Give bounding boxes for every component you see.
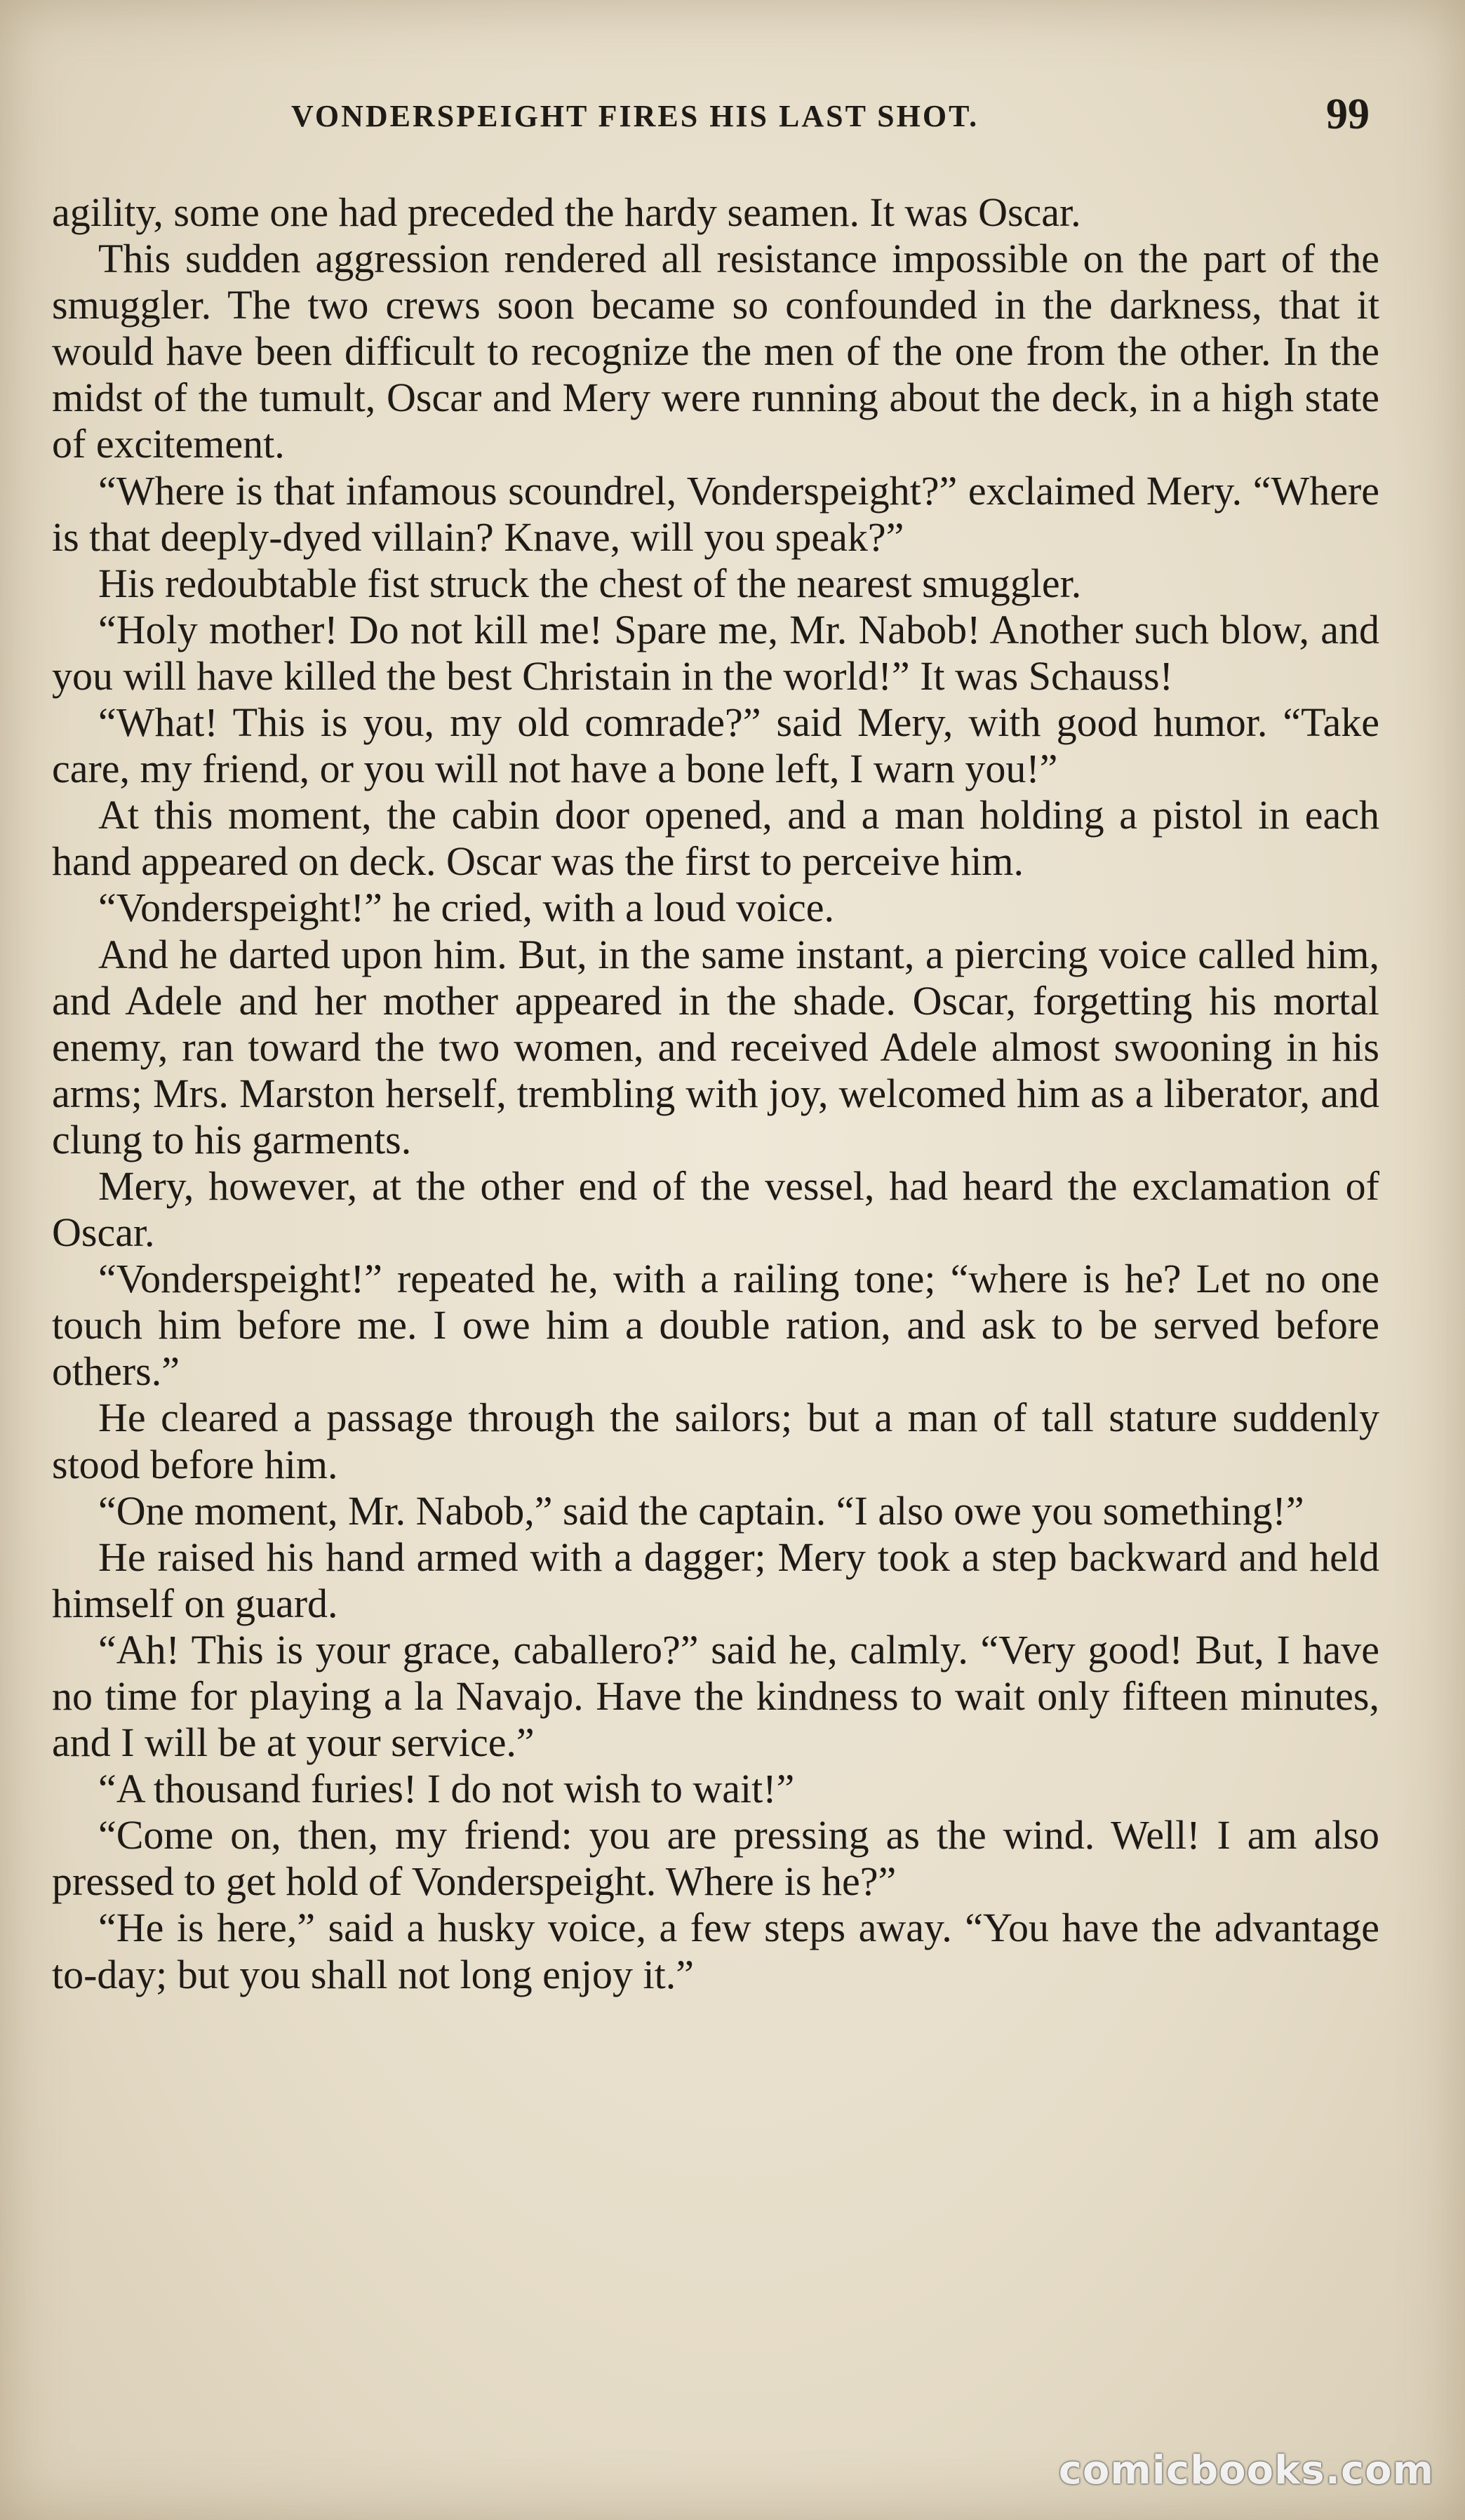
paragraph: “Come on, then, my friend: you are pressing as the wind. Well! I am also pressed to get hold of Vonderspeight. Where is he?” <box>52 1812 1379 1905</box>
paragraph: He cleared a passage through the sailors; but a man of tall stature suddenly stood before him. <box>52 1395 1379 1487</box>
running-head <box>0 90 1465 146</box>
paragraph: “Ah! This is your grace, caballero?” said he, calmly. “Very good! But, I have no time for playing a la Navajo. Have the kindness to wait only fifteen minutes, and I will be at your service.” <box>52 1626 1379 1766</box>
paragraph: agility, some one had preceded the hardy seamen. It was Oscar. <box>52 189 1081 235</box>
paragraph: “One moment, Mr. Nabob,” said the captain. “I also owe you something!” <box>98 1487 1304 1534</box>
running-title: VONDERSPEIGHT FIRES HIS LAST SHOT. <box>291 99 979 133</box>
paragraph: Mery, however, at the other end of the vessel, had heard the exclamation of Oscar. <box>52 1162 1379 1256</box>
page-number: 99 <box>1326 91 1370 138</box>
watermark: comicbooks.com <box>1058 2448 1434 2493</box>
paragraph: “Holy mother! Do not kill me! Spare me, Mr. Nabob! Another such blow, and you will have killed the best Christain in the world!” It was Schauss! <box>52 606 1379 699</box>
paragraph: “Vonderspeight!” repeated he, with a railing tone; “where is he? Let no one touch him before me. I owe him a double ration, and ask to be served before others.” <box>52 1256 1379 1395</box>
paragraph: “A thousand furies! I do not wish to wait!” <box>98 1766 795 1812</box>
paragraph: “He is here,” said a husky voice, a few steps away. “You have the advantage to-day; but you shall not long enjoy it.” <box>52 1905 1379 1997</box>
body-text <box>52 189 1379 1998</box>
paragraph: “Vonderspeight!” he cried, with a loud voice. <box>98 885 835 931</box>
paragraph: This sudden aggression rendered all resistance impossible on the part of the smuggler. The two crews soon became so confounded in the darkness, that it would have been difficult to recognize the men of the one from the other. In the midst of the tumult, Oscar and Mery were running about the deck, in a high state of excitement. <box>52 236 1379 467</box>
paragraph: “What! This is you, my old comrade?” said Mery, with good humor. “Take care, my friend, or you will not have a bone left, I warn you!” <box>52 699 1379 792</box>
paragraph: At this moment, the cabin door opened, and a man holding a pistol in each hand appeared on deck. Oscar was the first to perceive him. <box>52 792 1379 885</box>
paragraph: His redoubtable fist struck the chest of the nearest smuggler. <box>98 560 1082 606</box>
paragraph: “Where is that infamous scoundrel, Vonderspeight?” exclaimed Mery. “Where is that deeply-dyed villain? Knave, will you speak?” <box>52 467 1379 560</box>
paragraph: He raised his hand armed with a dagger; Mery took a step backward and held himself on guard. <box>52 1534 1379 1626</box>
paragraph: And he darted upon him. But, in the same instant, a piercing voice called him, and Adele and her mother appeared in the shade. Oscar, forgetting his mortal enemy, ran toward the two women, and received Adele almost swooning in his arms; Mrs. Marston herself, trembling with joy, welcomed him as a liberator, and clung to his garments. <box>52 931 1379 1162</box>
